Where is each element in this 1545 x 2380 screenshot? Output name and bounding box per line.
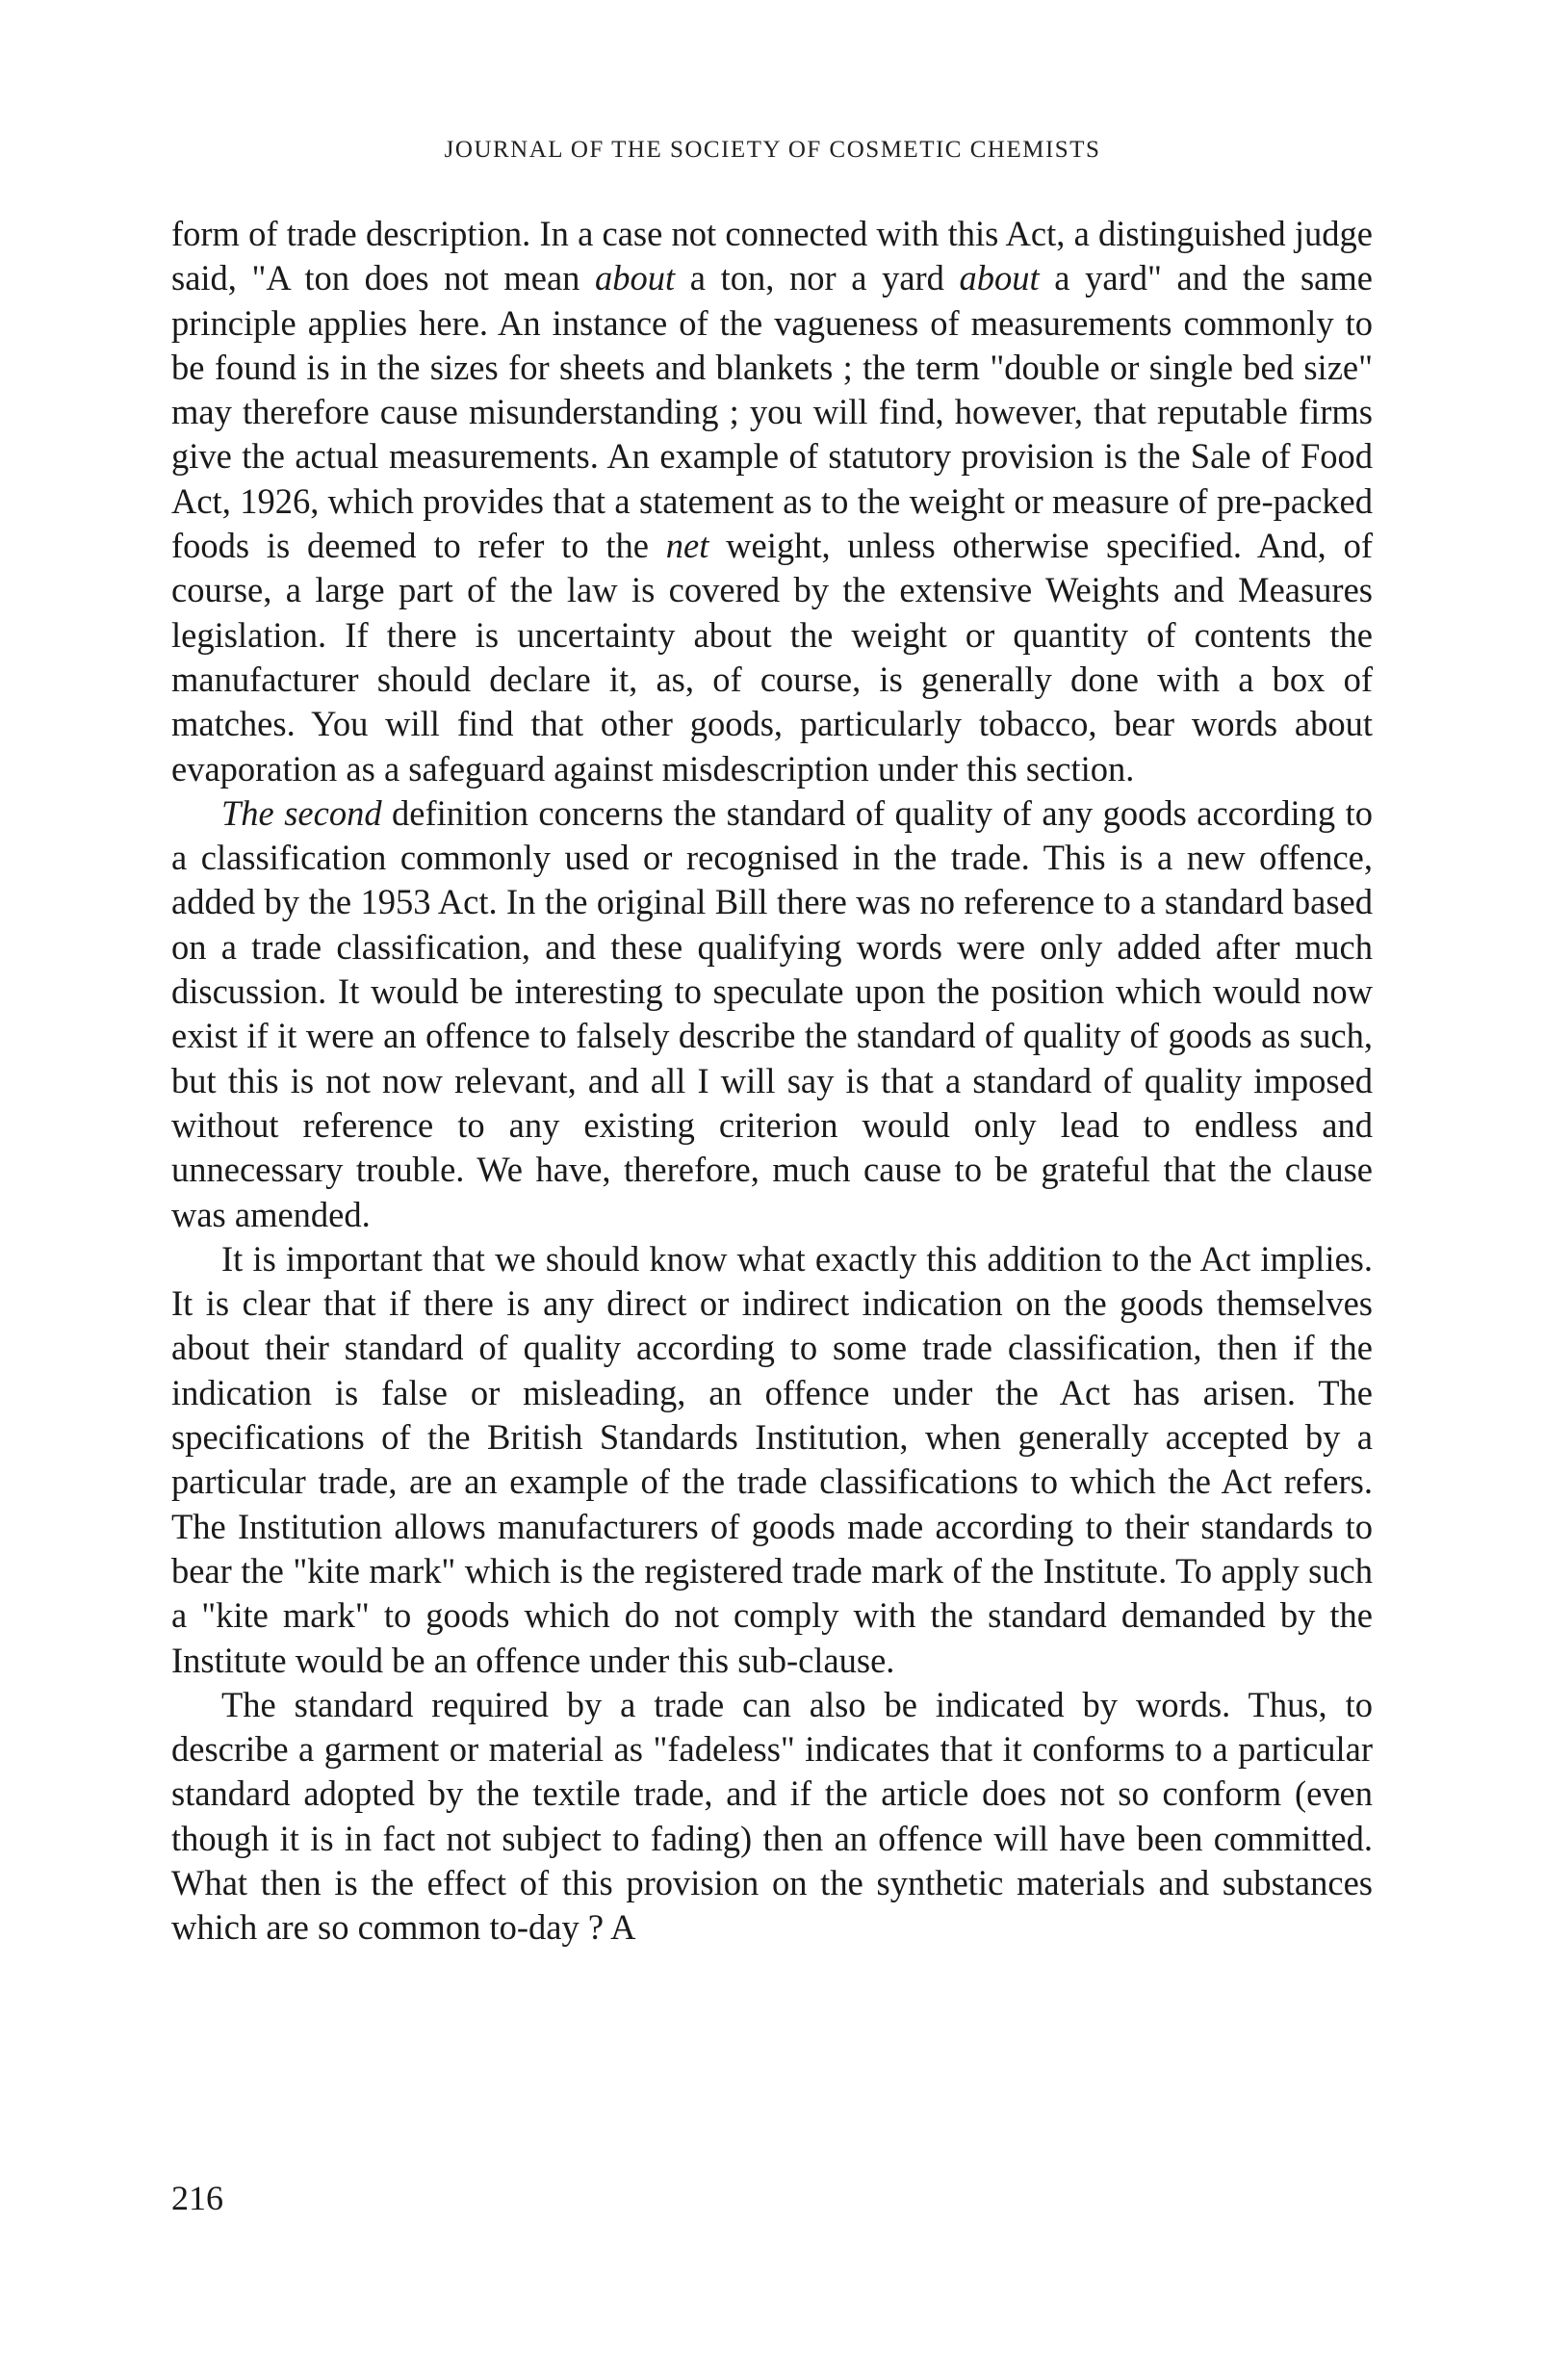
- paragraph-2: [171, 791, 1373, 1237]
- paragraph-1-text-d: weight, unless otherwise specified. And, of course, a large part of the law is covered by the extensive Weights and Measures legislation. If there is uncertainty about the weight or quantity of contents the manufacturer should declare it, as, of course, is generally done with a box of matches. You will find that other goods, particularly tobacco, bear words about evaporation as a safeguard against misdescription under this section.: [171, 526, 1373, 789]
- paragraph-4: [171, 1683, 1373, 1951]
- paragraph-1-text-b: a ton, nor a yard: [675, 258, 960, 298]
- paragraph-1-text-a: form of trade description. In a case not connected with this Act, a distinguished judge said, "A ton does not mean: [171, 214, 1373, 298]
- paragraph-3: [171, 1237, 1373, 1683]
- paragraph-3-text: It is important that we should know what exactly this addition to the Act implies. It is clear that if there is any direct or indirect indication on the goods themselves about their standard of quality according to some trade classification, then if the indication is false or misleading, an offence under the Act has arisen. The specifications of the British Standards Institution, when generally accepted by a particular trade, are an example of the trade classifications to which the Act refers. The Institution allows manufacturers of goods made according to their standards to bear the "kite mark" which is the registered trade mark of the Institute. To apply such a "kite mark" to goods which do not comply with the standard demanded by the Institute would be an offence under this sub-clause.: [171, 1238, 1373, 1680]
- paragraph-2-italic-lead: The second: [221, 792, 382, 833]
- paragraph-1-italic-about-1: about: [595, 258, 676, 298]
- paragraph-1: [171, 212, 1373, 791]
- page-number: 216: [171, 2179, 223, 2217]
- paragraph-1-text-c: a yard" and the same principle applies here. An instance of the vagueness of measurements commonly to be found is in the sizes for sheets and blankets ; the term "double or single bed size" may therefore cause misunderstanding ; you will find, however, that reputable firms give the actual measurements. An example of statutory provision is the Sale of Food Act, 1926, which provides that a statement as to the weight or measure of pre-packed foods is deemed to refer to the: [171, 258, 1373, 566]
- paragraph-1-italic-about-2: about: [959, 258, 1040, 298]
- paragraph-1-italic-net: net: [665, 526, 709, 566]
- paragraph-2-text: definition concerns the standard of quality of any goods according to a classification commonly used or recognised in the trade. This is a new offence, added by the 1953 Act. In the original Bill there was no reference to a standard based on a trade classification, and these qualifying words were only added after much discussion. It would be interesting to speculate upon the position which would now exist if it were an offence to falsely describe the standard of quality of goods as such, but this is not now relevant, and all I will say is that a standard of quality imposed without reference to any existing criterion would only lead to endless and unnecessary trouble. We have, therefore, much cause to be grateful that the clause was amended.: [171, 792, 1373, 1234]
- paragraph-4-text: The standard required by a trade can also be indicated by words. Thus, to describe a garment or material as "fadeless" indicates that it conforms to a particular standard adopted by the textile trade, and if the article does not so conform (even though it is in fact not subject to fading) then an offence will have been committed. What then is the effect of this provision on the synthetic materials and substances which are so common to-day ? A: [171, 1684, 1373, 1948]
- article-body: [171, 212, 1373, 1951]
- running-head: JOURNAL OF THE SOCIETY OF COSMETIC CHEMISTS: [444, 137, 1101, 163]
